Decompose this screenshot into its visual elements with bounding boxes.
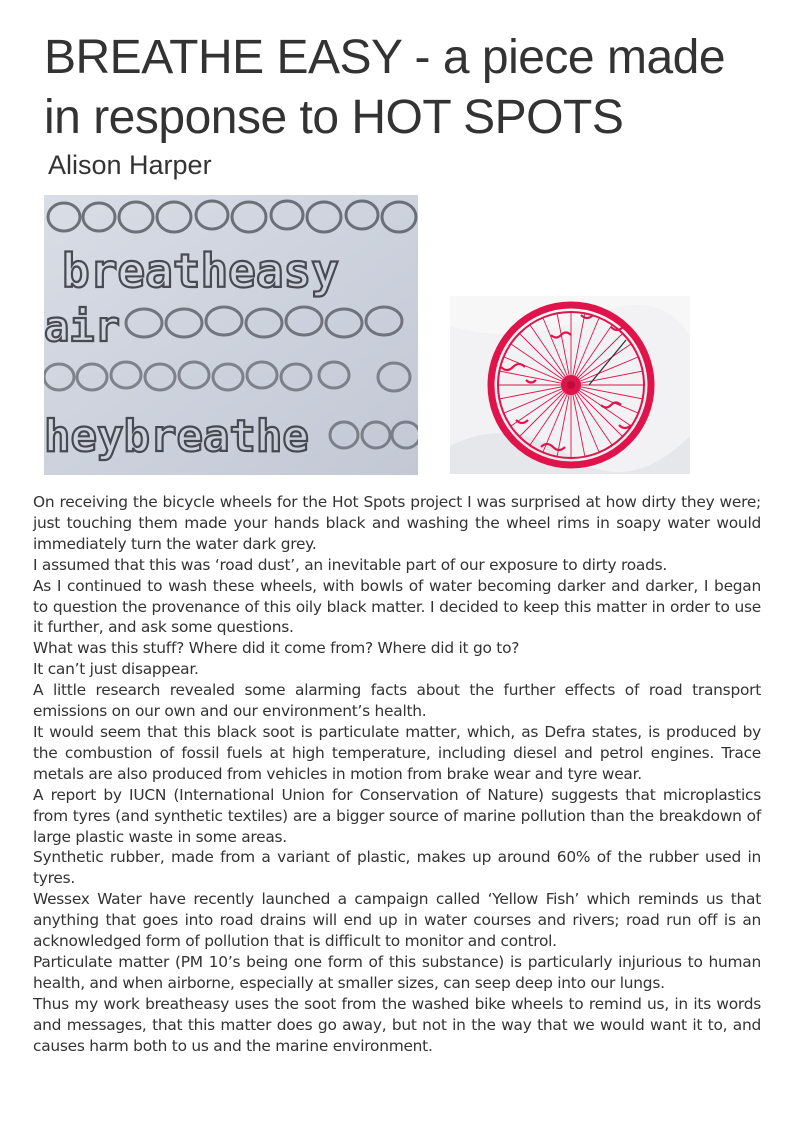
paragraph: Thus my work breatheasy uses the soot from the washed bike wheels to remind us, in its words and messages, that this matter does go away, but not in the way that we would want it to, and causes harm both to us and the marine environment. (33, 994, 761, 1055)
soot-word-air: air (44, 302, 120, 351)
paragraph: A little research revealed some alarming facts about the further effects of road transport emissions on our own and our environment’s health. (33, 681, 761, 721)
paragraph: Particulate matter (PM 10’s being one form of this substance) is particularly injurious to human health, and when airborne, especially at smaller sizes, can seep deep into our lungs. (33, 952, 761, 992)
paragraph: A report by IUCN (International Union for Conservation of Nature) suggests that microplastics from tyres (and synthetic textiles) are a bigger source of marine pollution than the breakdown of large plastic waste in some areas. (33, 785, 761, 846)
soot-word-heybreathe: heybreathe (44, 411, 309, 462)
soot-writing-photo (44, 195, 418, 475)
paragraph: It can’t just disappear. (33, 660, 199, 679)
paragraph: Wessex Water have recently launched a campaign called ‘Yellow Fish’ which reminds us that anything that goes into road drains will end up in water courses and rivers; road run off is an acknowledged form of pollution that is difficult to monitor and control. (33, 890, 761, 951)
red-bicycle-wheel-photo (450, 296, 690, 474)
page-title: BREATHE EASY - a piece made in response to HOT SPOTS (44, 31, 726, 144)
article-body (33, 492, 761, 1056)
paragraph: On receiving the bicycle wheels for the Hot Spots project I was surprised at how dirty they were; just touching them made your hands black and washing the wheel rims in soapy water would immediately turn the water dark grey. (33, 493, 761, 553)
paragraph: As I continued to wash these wheels, with bowls of water becoming darker and darker, I began to question the provenance of this oily black matter. I decided to keep this matter in order to use it further, and ask some questions. (33, 576, 761, 637)
author-name: Alison Harper (48, 150, 212, 180)
paragraph: It would seem that this black soot is particulate matter, which, as Defra states, is produced by the combustion of fossil fuels at high temperature, including diesel and petrol engines. Trace metals are also produced from vehicles in motion from brake wear and tyre wear. (33, 722, 761, 783)
paragraph: I assumed that this was ‘road dust’, an inevitable part of our exposure to dirty roads. (33, 555, 668, 574)
paragraph: Synthetic rubber, made from a variant of plastic, makes up around 60% of the rubber used in tyres. (33, 848, 761, 888)
soot-word-breatheasy: breatheasy (62, 244, 339, 298)
paragraph: What was this stuff? Where did it come from? Where did it go to? (33, 639, 520, 658)
